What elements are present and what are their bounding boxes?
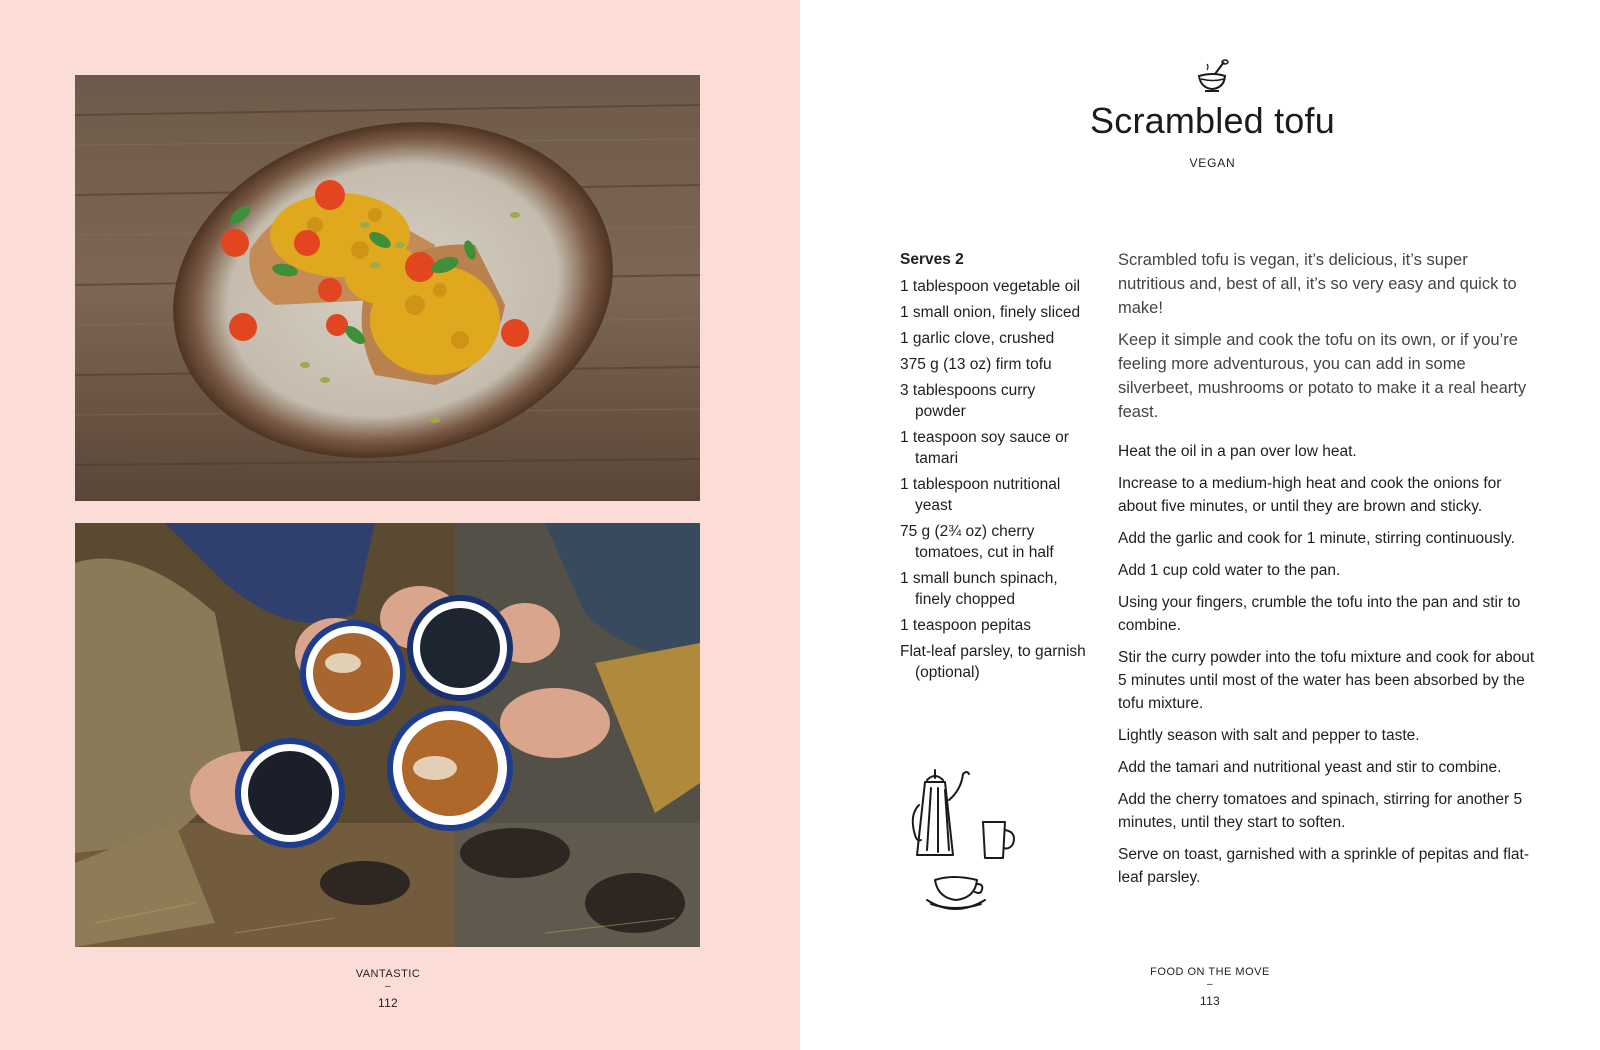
intro-paragraph: Scrambled tofu is vegan, it’s delicious, it’s super nutritious and, best of all, it’s so very easy and quick to make! [1118,251,1517,317]
ingredient-item: 1 small bunch spinach, finely chopped [900,570,1058,608]
method-step: Add the cherry tomatoes and spinach, stirring for another 5 minutes, until they start to soften. [1118,791,1523,831]
recipe-title: Scrambled tofu [1090,100,1335,141]
method-step: Heat the oil in a pan over low heat. [1118,443,1357,460]
tea-mugs-illustration [75,523,700,947]
tea-mugs-photo [75,523,700,947]
page-number-left: 112 [377,996,399,1010]
tofu-toast-illustration [75,75,700,501]
method-step: Stir the curry powder into the tofu mixture and cook for about 5 minutes until most of the water has been absorbed by the tofu mixture. [1118,649,1535,712]
right-page-folio [1140,966,1280,1008]
ingredient-item: 1 tablespoon nutritional yeast [900,476,1061,514]
method-column [1118,248,1538,898]
left-page-folio [338,968,438,1010]
scrambled-tofu-photo [75,75,700,501]
ingredient-item: 3 tablespoons curry powder [900,382,1036,420]
method-step: Increase to a medium-high heat and cook the onions for about five minutes, or until they are brown and sticky. [1118,475,1502,515]
recipe-dietary-tag: VEGAN [1189,156,1236,170]
ingredients-list [900,249,1090,688]
method-step: Add the garlic and cook for 1 minute, stirring continuously. [1118,530,1515,547]
coffee-pot-cups-sketch [905,760,1030,925]
ingredient-item: 75 g (2¾ oz) cherry tomatoes, cut in half [900,523,1054,561]
ingredient-item: 1 small onion, finely sliced [900,304,1081,321]
ingredient-item: 375 g (13 oz) firm tofu [900,356,1052,373]
ingredient-item: 1 tablespoon vegetable oil [900,278,1081,295]
method-step: Add 1 cup cold water to the pan. [1118,562,1341,579]
page-number-right: 113 [1199,994,1221,1008]
running-head-right: FOOD ON THE MOVE [1150,966,1270,978]
method-step: Add the tamari and nutritional yeast and stir to combine. [1118,759,1502,776]
bowl-spoon-icon [1193,58,1233,96]
method-step: Serve on toast, garnished with a sprinkle of pepitas and flat-leaf parsley. [1118,846,1529,886]
ingredient-item: Flat-leaf parsley, to garnish (optional) [900,643,1086,681]
right-page [800,0,1600,1050]
ingredient-item: 1 teaspoon soy sauce or tamari [900,429,1069,467]
ingredient-item: 1 garlic clove, crushed [900,330,1055,347]
intro-paragraph: Keep it simple and cook the tofu on its own, or if you’re feeling more adventurous, you can add in some silverbeet, mushrooms or potato to make it a real hearty feast. [1118,331,1527,421]
serves-label: Serves 2 [900,251,964,268]
method-step: Lightly season with salt and pepper to taste. [1118,727,1420,744]
running-head-left: VANTASTIC [355,968,421,980]
method-step: Using your fingers, crumble the tofu into the pan and stir to combine. [1118,594,1521,634]
folio-dash-right: – [1206,979,1214,990]
ingredient-item: 1 teaspoon pepitas [900,617,1031,634]
folio-dash-left: – [384,981,392,992]
